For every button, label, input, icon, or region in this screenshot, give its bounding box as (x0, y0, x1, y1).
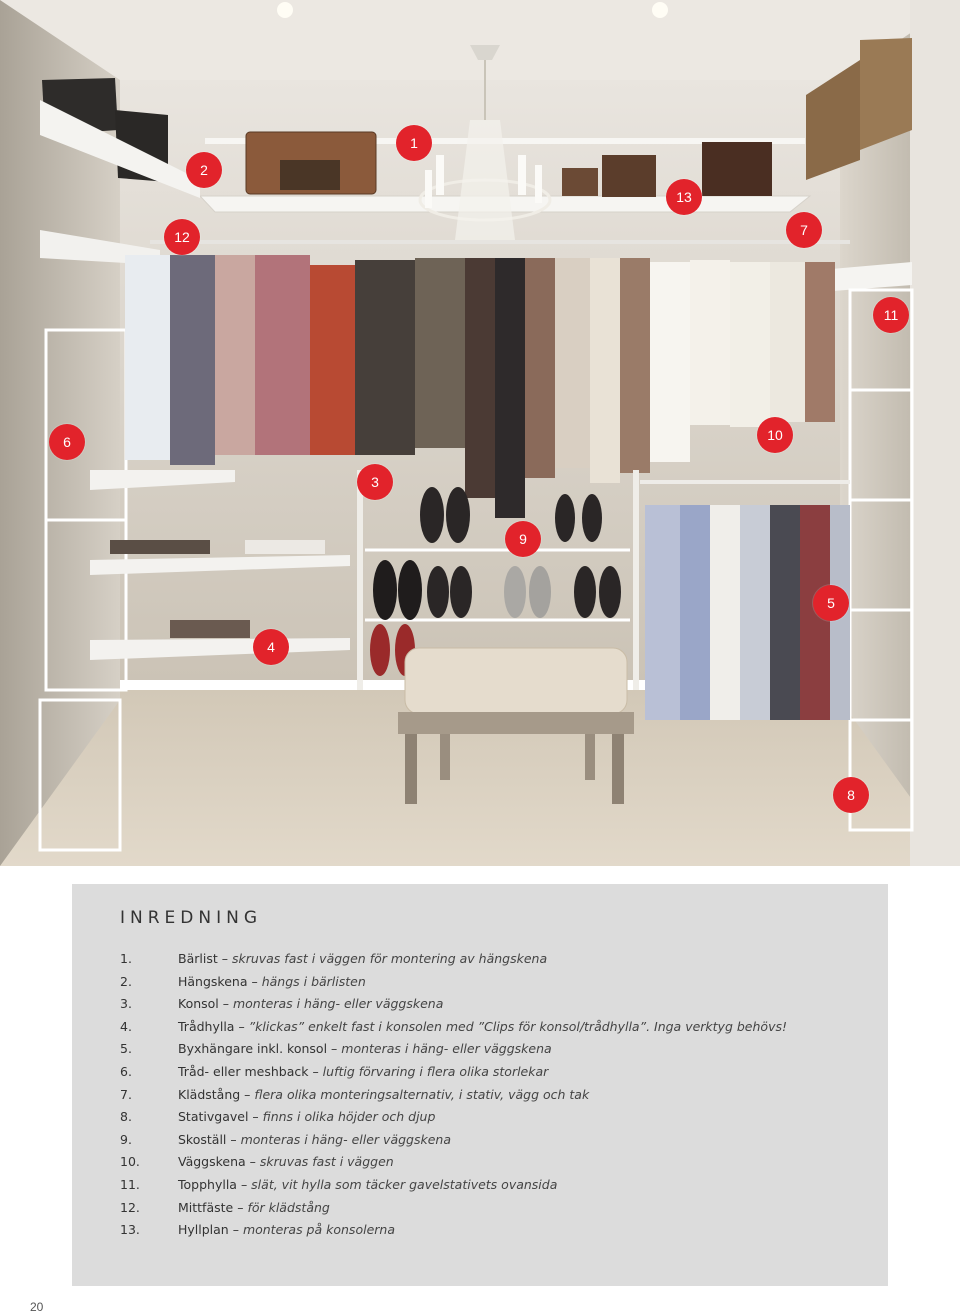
legend-item: 1. Bärlist – skruvas fast i väggen för montering av hängskena (120, 951, 548, 966)
ceiling (0, 0, 960, 80)
legend-item: 8. Stativgavel – finns i olika höjder och djup (120, 1109, 436, 1125)
legend-item: 10. Väggskena – skruvas fast i väggen (120, 1154, 394, 1170)
legend-item: 13. Hyllplan – monteras på konsolerna (120, 1222, 395, 1238)
legend-item: 2. Hängskena – hängs i bärlisten (120, 973, 366, 989)
legend-item: 7. Klädstång – flera olika monteringsalternativ, i stativ, vägg och tak (120, 1086, 590, 1102)
hat-box (562, 168, 598, 196)
marker-1: 1 (396, 125, 432, 161)
trunk-detail (280, 160, 340, 190)
marker-12: 12 (164, 219, 200, 255)
legend-item: 9. Skoställ – monteras i häng- eller väggskena (120, 1131, 451, 1147)
marker-9: 9 (505, 521, 541, 557)
page-number: 20 (30, 1300, 44, 1314)
lower-clothes-rail (640, 480, 850, 484)
marker-11: 11 (873, 297, 909, 333)
marker-4: 4 (253, 629, 289, 665)
section-title: INREDNING (120, 908, 262, 928)
legend-list (120, 948, 787, 1242)
folded-clothes (245, 540, 325, 554)
folded-clothes (110, 540, 210, 554)
marker-10: 10 (757, 417, 793, 453)
wall-rail (357, 470, 363, 690)
marker-13: 13 (666, 179, 702, 215)
legend-item: 5. Byxhängare inkl. konsol – monteras i häng- eller väggskena (120, 1041, 552, 1057)
wall-rail (633, 470, 639, 690)
marker-3: 3 (357, 464, 393, 500)
legend-item: 11. Topphylla – slät, vit hylla som täcker gavelstativets ovansida (120, 1176, 558, 1192)
right-wall-edge (910, 0, 960, 866)
ceiling-light (652, 2, 668, 18)
marker-7: 7 (786, 212, 822, 248)
hat-box (602, 155, 656, 197)
marker-8: 8 (833, 777, 869, 813)
legend-item: 6. Tråd- eller meshback – luftig förvaring i flera olika storlekar (120, 1063, 549, 1079)
hat-box (702, 142, 772, 196)
folded-clothes (170, 620, 250, 638)
legend-item: 3. Konsol – monteras i häng- eller väggskena (120, 996, 444, 1012)
clothes-rail (150, 240, 850, 244)
legend-item: 4. Trådhylla – ”klickas” enkelt fast i konsolen med ”Clips för konsol/trådhylla”. Inga verktyg behövs! (120, 1018, 787, 1034)
marker-2: 2 (186, 152, 222, 188)
marker-5: 5 (813, 585, 849, 621)
marker-6: 6 (49, 424, 85, 460)
legend-item: 12. Mittfäste – för klädstång (120, 1199, 330, 1215)
ceiling-light (277, 2, 293, 18)
legend-panel (72, 884, 888, 1286)
